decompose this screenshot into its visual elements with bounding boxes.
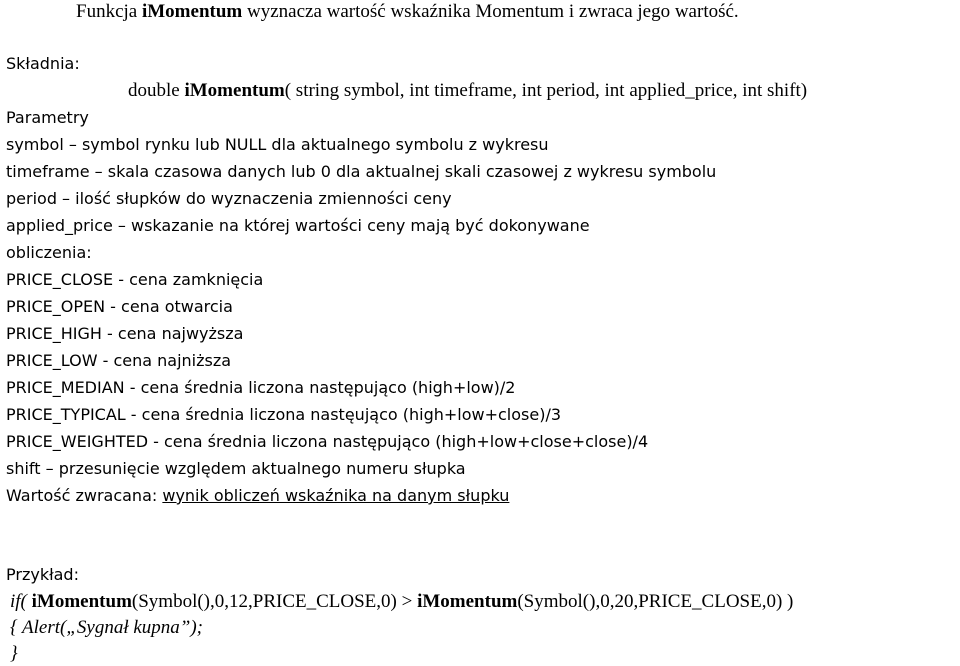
return-value: wynik obliczeń wskaźnika na danym słupku <box>162 486 510 505</box>
price-high: PRICE_HIGH - cena najwyższa <box>6 324 244 343</box>
price-typical: PRICE_TYPICAL - cena średnia liczona nastęująco (high+low+close)/3 <box>6 405 562 424</box>
price-low: PRICE_LOW - cena najniższa <box>6 351 232 370</box>
param-applied-price-cont: obliczenia: <box>6 243 92 262</box>
price-median: PRICE_MEDIAN - cena średnia liczona następująco (high+low)/2 <box>6 378 516 397</box>
param-timeframe: timeframe – skala czasowa danych lub 0 dla aktualnej skali czasowej z wykresu symbolu <box>6 162 717 181</box>
code-fn-2: iMomentum <box>417 591 518 612</box>
example-label: Przykład: <box>6 565 79 584</box>
param-symbol: symbol – symbol rynku lub NULL dla aktualnego symbolu z wykresu <box>6 135 549 154</box>
example-code-line-2: { Alert(„Sygnał kupna”); <box>10 617 204 638</box>
intro-prefix: Funkcja <box>76 1 142 22</box>
intro-suffix: wyznacza wartość wskaźnika Momentum i zwraca jego wartość. <box>242 1 739 22</box>
signature-args: ( string symbol, int timeframe, int period, int applied_price, int shift) <box>284 80 808 101</box>
return-label: Wartość zwracana: <box>6 486 163 505</box>
return-value-line <box>6 484 509 508</box>
code-fn-1: iMomentum <box>31 591 132 612</box>
param-applied-price: applied_price – wskazanie na której wartości ceny mają być dokonywane <box>6 216 590 235</box>
syntax-label: Składnia: <box>6 54 80 73</box>
code-args-1: (Symbol(),0,12,PRICE_CLOSE,0) > <box>131 591 418 612</box>
syntax-signature <box>128 79 807 103</box>
example-code-line-3: } <box>10 643 18 664</box>
code-if: if( <box>10 591 32 612</box>
price-weighted: PRICE_WEIGHTED - cena średnia liczona następująco (high+low+close+close)/4 <box>6 432 649 451</box>
price-open: PRICE_OPEN - cena otwarcia <box>6 297 233 316</box>
param-period: period – ilość słupków do wyznaczenia zmienności ceny <box>6 189 452 208</box>
signature-return-type: double <box>128 80 185 101</box>
param-shift: shift – przesunięcie względem aktualnego numeru słupka <box>6 459 466 478</box>
code-args-2: (Symbol(),0,20,PRICE_CLOSE,0) ) <box>517 591 794 612</box>
intro-line <box>76 0 739 24</box>
example-code-line-1 <box>10 590 793 614</box>
price-close: PRICE_CLOSE - cena zamknięcia <box>6 270 264 289</box>
signature-function-name: iMomentum <box>184 80 285 101</box>
intro-function-name: iMomentum <box>141 1 243 22</box>
params-label: Parametry <box>6 108 89 127</box>
